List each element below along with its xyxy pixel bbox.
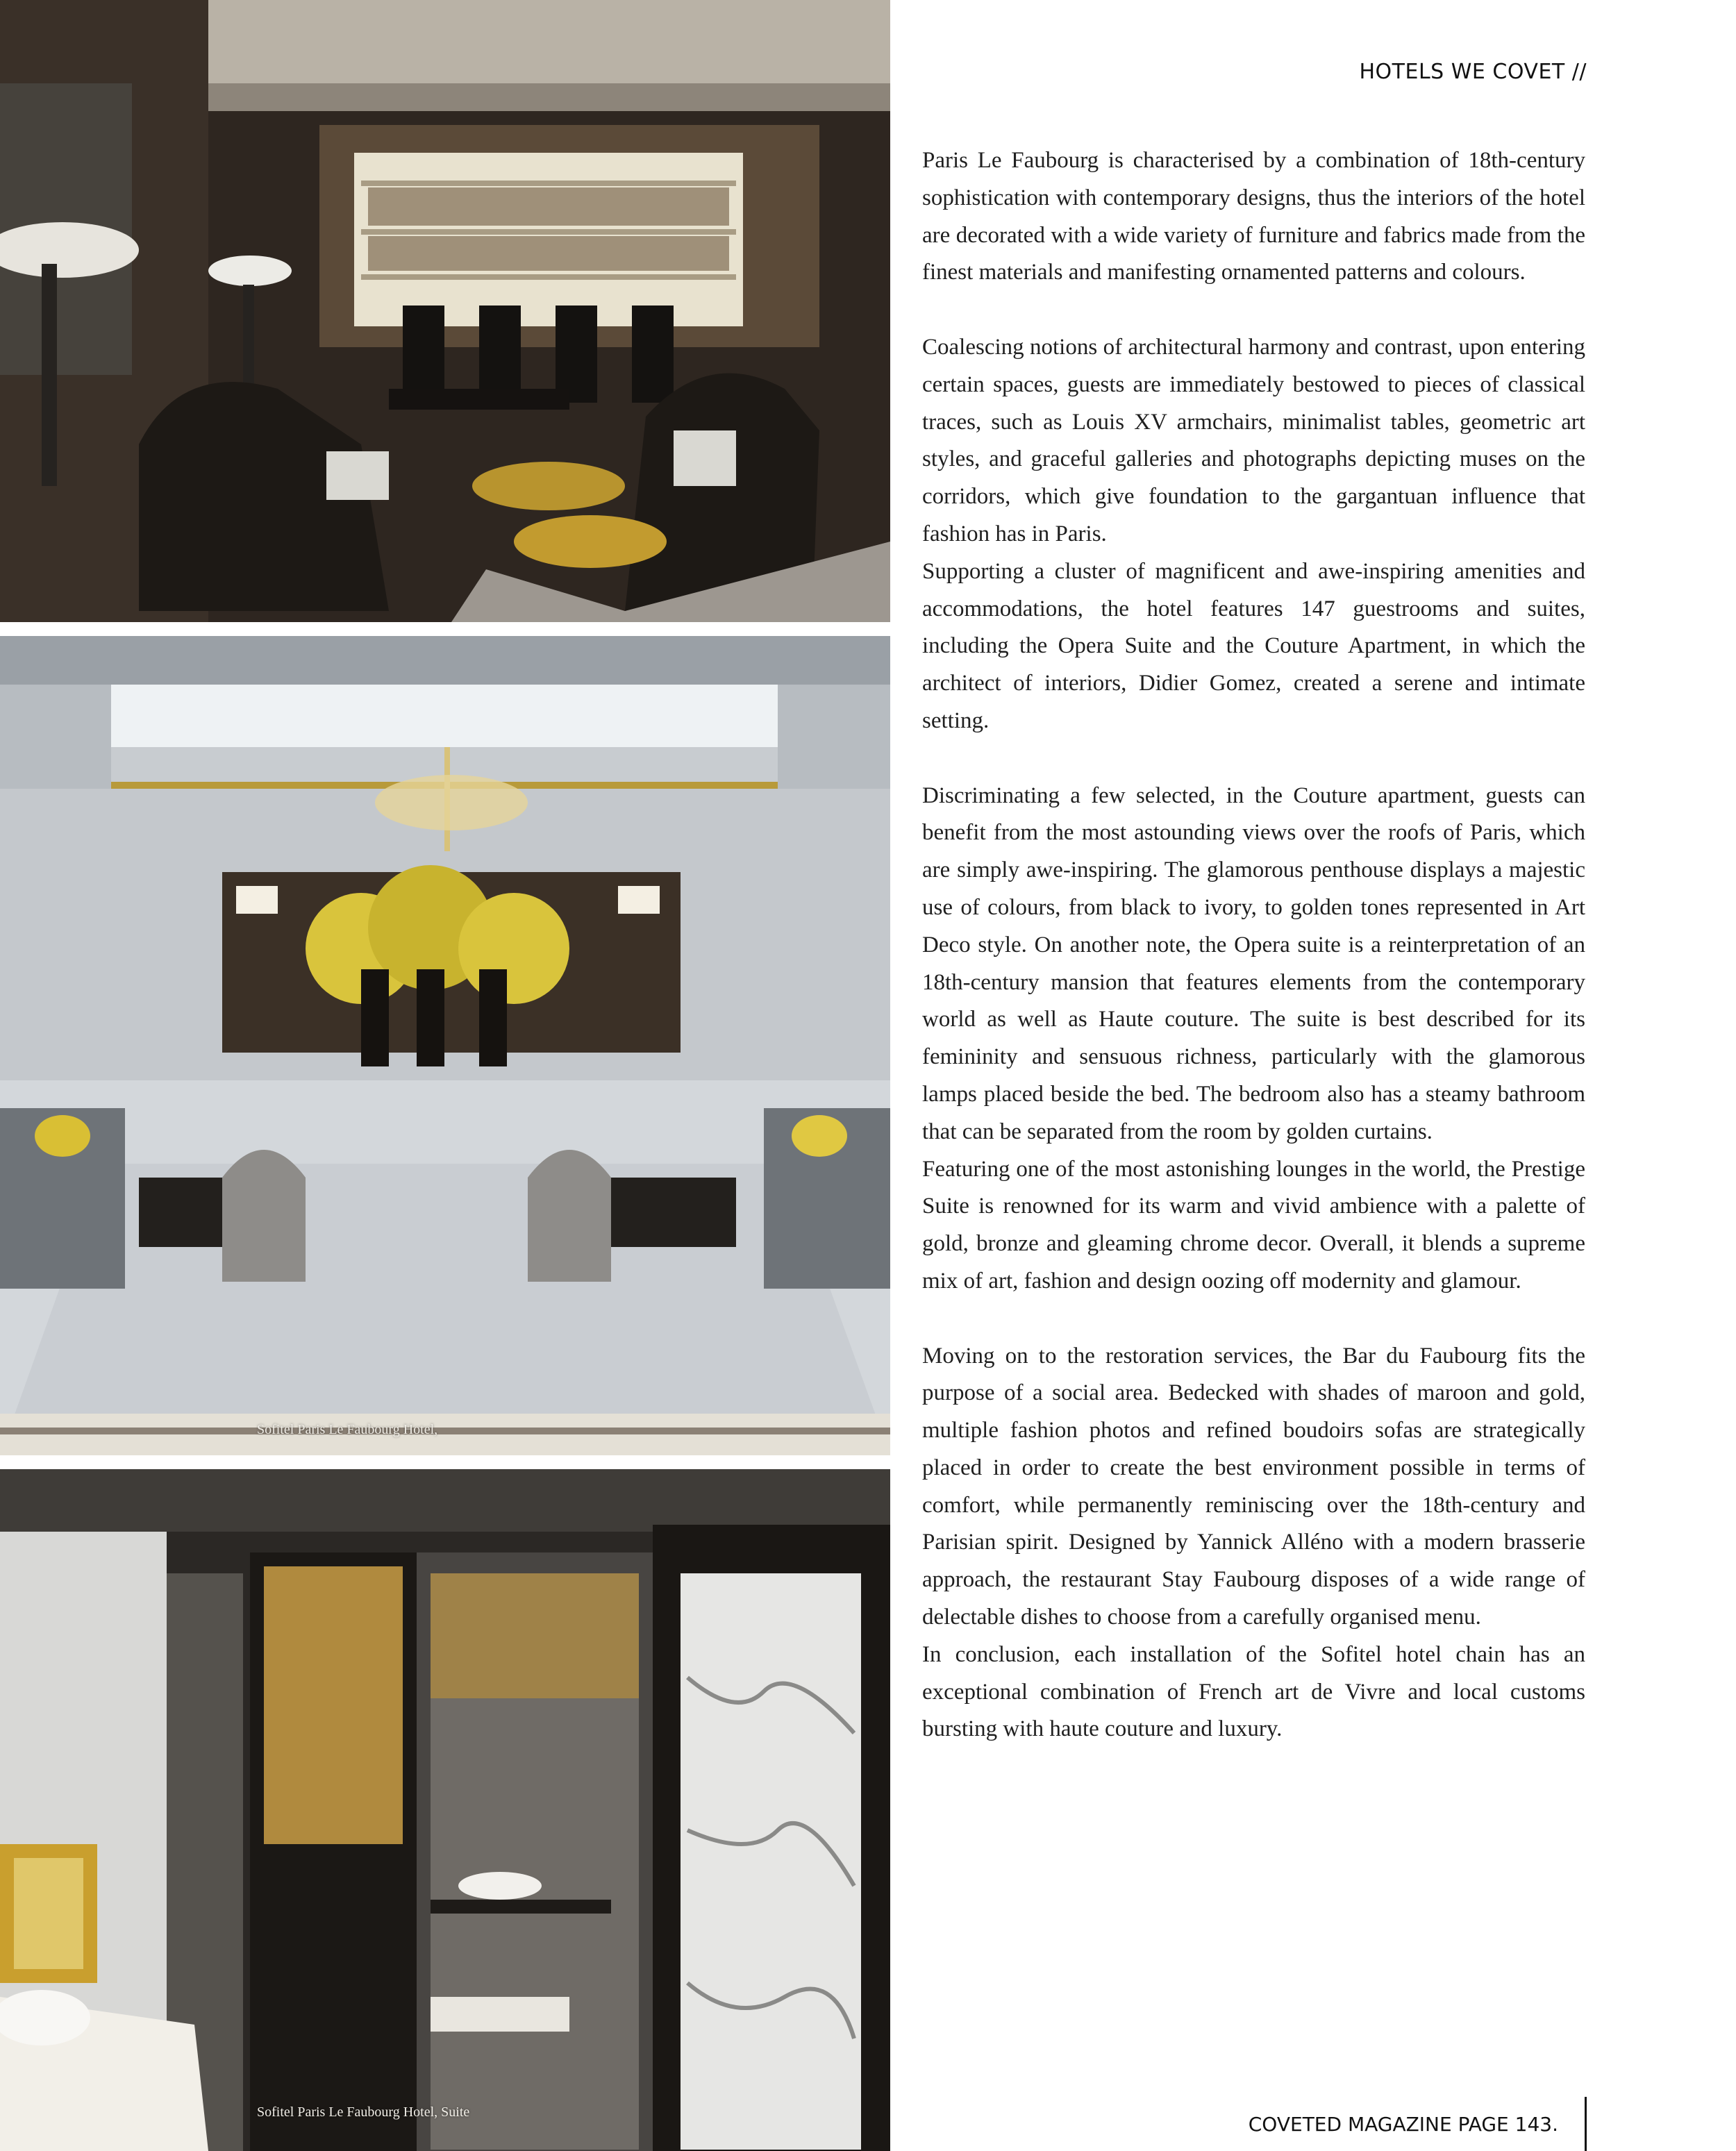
bar-photo [0, 0, 890, 622]
lounge-photo-caption: Sofitel Paris Le Faubourg Hotel, [257, 1422, 438, 1437]
article-paragraph: Supporting a cluster of magnificent and awe-inspiring amenities and accommodations, the hotel features 147 guestrooms and suites, including the Opera Suite and the Couture Apartment, in which the architect of interiors, Didier Gomez, created a serene and intimate setting. [922, 558, 1585, 733]
article-body [922, 142, 1585, 1748]
footer-divider [1585, 2097, 1587, 2151]
page-number-footer: COVETED MAGAZINE PAGE 143. [1248, 2113, 1558, 2136]
article-paragraph: Featuring one of the most astonishing lounges in the world, the Prestige Suite is renowned for its warm and vivid ambience with a palette of gold, bronze and gleaming chrome decor. Overall, it blends a supreme mix of art, fashion and design oozing off modernity and glamour. [922, 1156, 1585, 1294]
article-paragraph: Moving on to the restoration services, the Bar du Faubourg fits the purpose of a social area. Bedecked with shades of maroon and gold, multiple fashion photos and refined boudoirs sofas are strategically placed in order to create the best environment possible in terms of comfort, while permanently reminiscing over the 18th-century and Parisian spirit. Designed by Yannick Alléno with a modern brasserie approach, the restaurant Stay Faubourg disposes of a wide range of delectable dishes to choose from a carefully organised menu. [922, 1343, 1585, 1630]
article-paragraph: Coalescing notions of architectural harmony and contrast, upon entering certain spaces, guests are immediately bestowed to pieces of classical traces, such as Louis XV armchairs, minimalist tables, geometric art styles, and graceful galleries and photographs depicting muses on the corridors, which give foundation to the gargantuan influence that fashion has in Paris. [922, 334, 1585, 546]
section-header: HOTELS WE COVET // [1359, 60, 1587, 84]
lounge-photo [0, 636, 890, 1455]
suite-photo [0, 1469, 890, 2151]
suite-photo-caption: Sofitel Paris Le Faubourg Hotel, Suite [257, 2104, 470, 2120]
article-paragraph: In conclusion, each installation of the Sofitel hotel chain has an exceptional combination of French art de Vivre and local customs bursting with haute couture and luxury. [922, 1641, 1585, 1742]
article-paragraph: Discriminating a few selected, in the Couture apartment, guests can benefit from the most astounding views over the roofs of Paris, which are simply awe-inspiring. The glamorous penthouse displays a majestic use of colours, from black to ivory, to golden tones represented in Art Deco style. On another note, the Opera suite is a reinterpretation of an 18th-century mansion that features elements from the contemporary world as well as Haute couture. The suite is best described for its femininity and sensuous richness, particularly with the glamorous lamps placed beside the bed. The bedroom also has a steamy bathroom that can be separated from the room by golden curtains. [922, 782, 1585, 1144]
article-paragraph: Paris Le Faubourg is characterised by a combination of 18th-century sophistication with contemporary designs, thus the interiors of the hotel are decorated with a wide variety of furniture and fabrics made from the finest materials and manifesting ornamented patterns and colours. [922, 148, 1585, 285]
